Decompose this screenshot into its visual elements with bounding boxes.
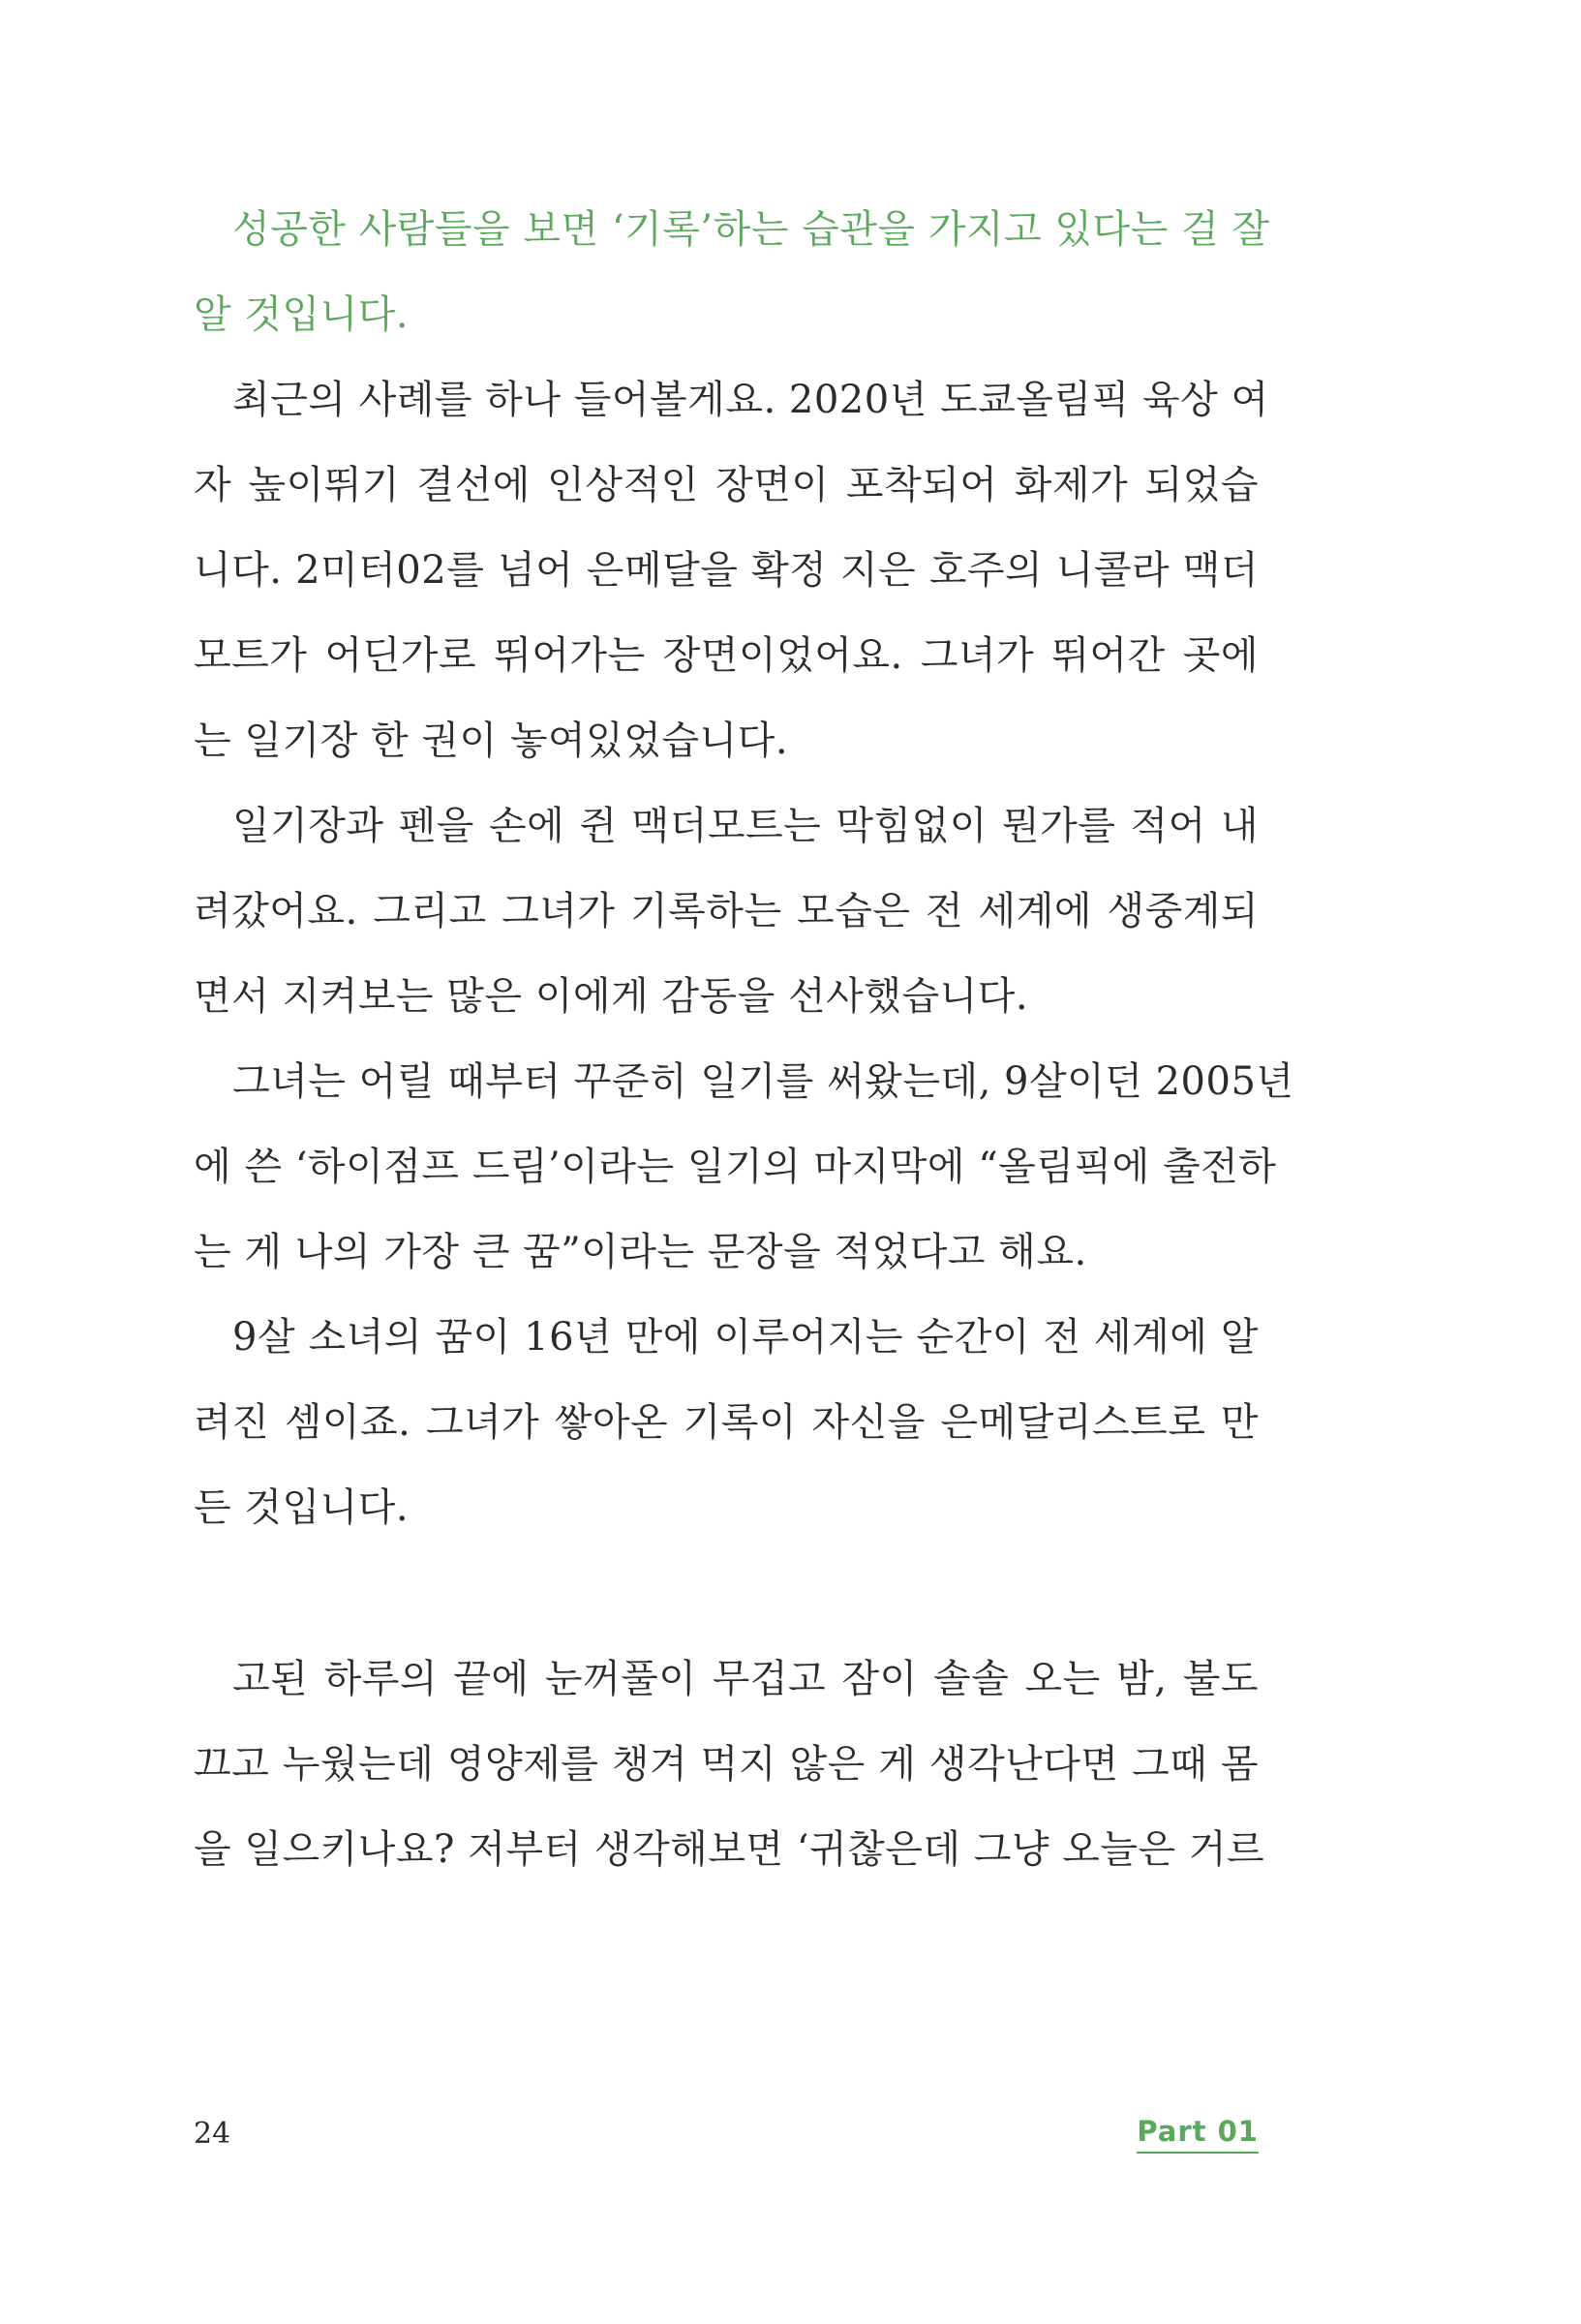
body-line: 일기장과 펜을 손에 쥔 맥더모트는 막힘없이 뭔가를 적어 내 <box>232 804 1259 848</box>
body-line: 끄고 누웠는데 영양제를 챙겨 먹지 않은 게 생각난다면 그때 몸 <box>194 1742 1259 1787</box>
body-line: 려진 셈이죠. 그녀가 쌓아온 기록이 자신을 은메달리스트로 만 <box>194 1400 1259 1445</box>
body-line: 니다. 2미터02를 넘어 은메달을 확정 지은 호주의 니콜라 맥더 <box>194 548 1259 593</box>
body-line: 든 것입니다. <box>194 1485 410 1530</box>
body-line: 고된 하루의 끝에 눈꺼풀이 무겁고 잠이 솔솔 오는 밤, 불도 <box>232 1657 1259 1701</box>
body-line: 는 게 나의 가장 큰 꿈”이라는 문장을 적었다고 해요. <box>194 1230 1087 1274</box>
body-line: 에 쓴 ‘하이점프 드림’이라는 일기의 마지막에 “올림픽에 출전하 <box>194 1145 1277 1189</box>
body-line: 면서 지켜보는 많은 이에게 감동을 선사했습니다. <box>194 974 1029 1019</box>
body-line: 는 일기장 한 권이 놓여있었습니다. <box>194 719 789 763</box>
page-number: 24 <box>194 2117 231 2151</box>
body-line: 자 높이뛰기 결선에 인상적인 장면이 포착되어 화제가 되었습 <box>194 463 1259 507</box>
body-line: 모트가 어딘가로 뛰어가는 장면이었어요. 그녀가 뛰어간 곳에 <box>194 633 1259 678</box>
intro-line-1: 성공한 사람들을 보면 ‘기록’하는 습관을 가지고 있다는 걸 잘 <box>232 207 1270 252</box>
intro-line-2: 알 것입니다. <box>194 292 410 337</box>
body-line: 을 일으키나요? 저부터 생각해보면 ‘귀찮은데 그냥 오늘은 거르 <box>194 1827 1265 1872</box>
body-line: 9살 소녀의 꿈이 16년 만에 이루어지는 순간이 전 세계에 알 <box>232 1315 1259 1360</box>
body-line: 려갔어요. 그리고 그녀가 기록하는 모습은 전 세계에 생중계되 <box>194 889 1259 933</box>
part-label: Part 01 <box>1137 2115 1259 2154</box>
body-line: 최근의 사례를 하나 들어볼게요. 2020년 도쿄올림픽 육상 여 <box>232 378 1269 422</box>
body-line: 그녀는 어릴 때부터 꾸준히 일기를 써왔는데, 9살이던 2005년 <box>232 1059 1294 1104</box>
